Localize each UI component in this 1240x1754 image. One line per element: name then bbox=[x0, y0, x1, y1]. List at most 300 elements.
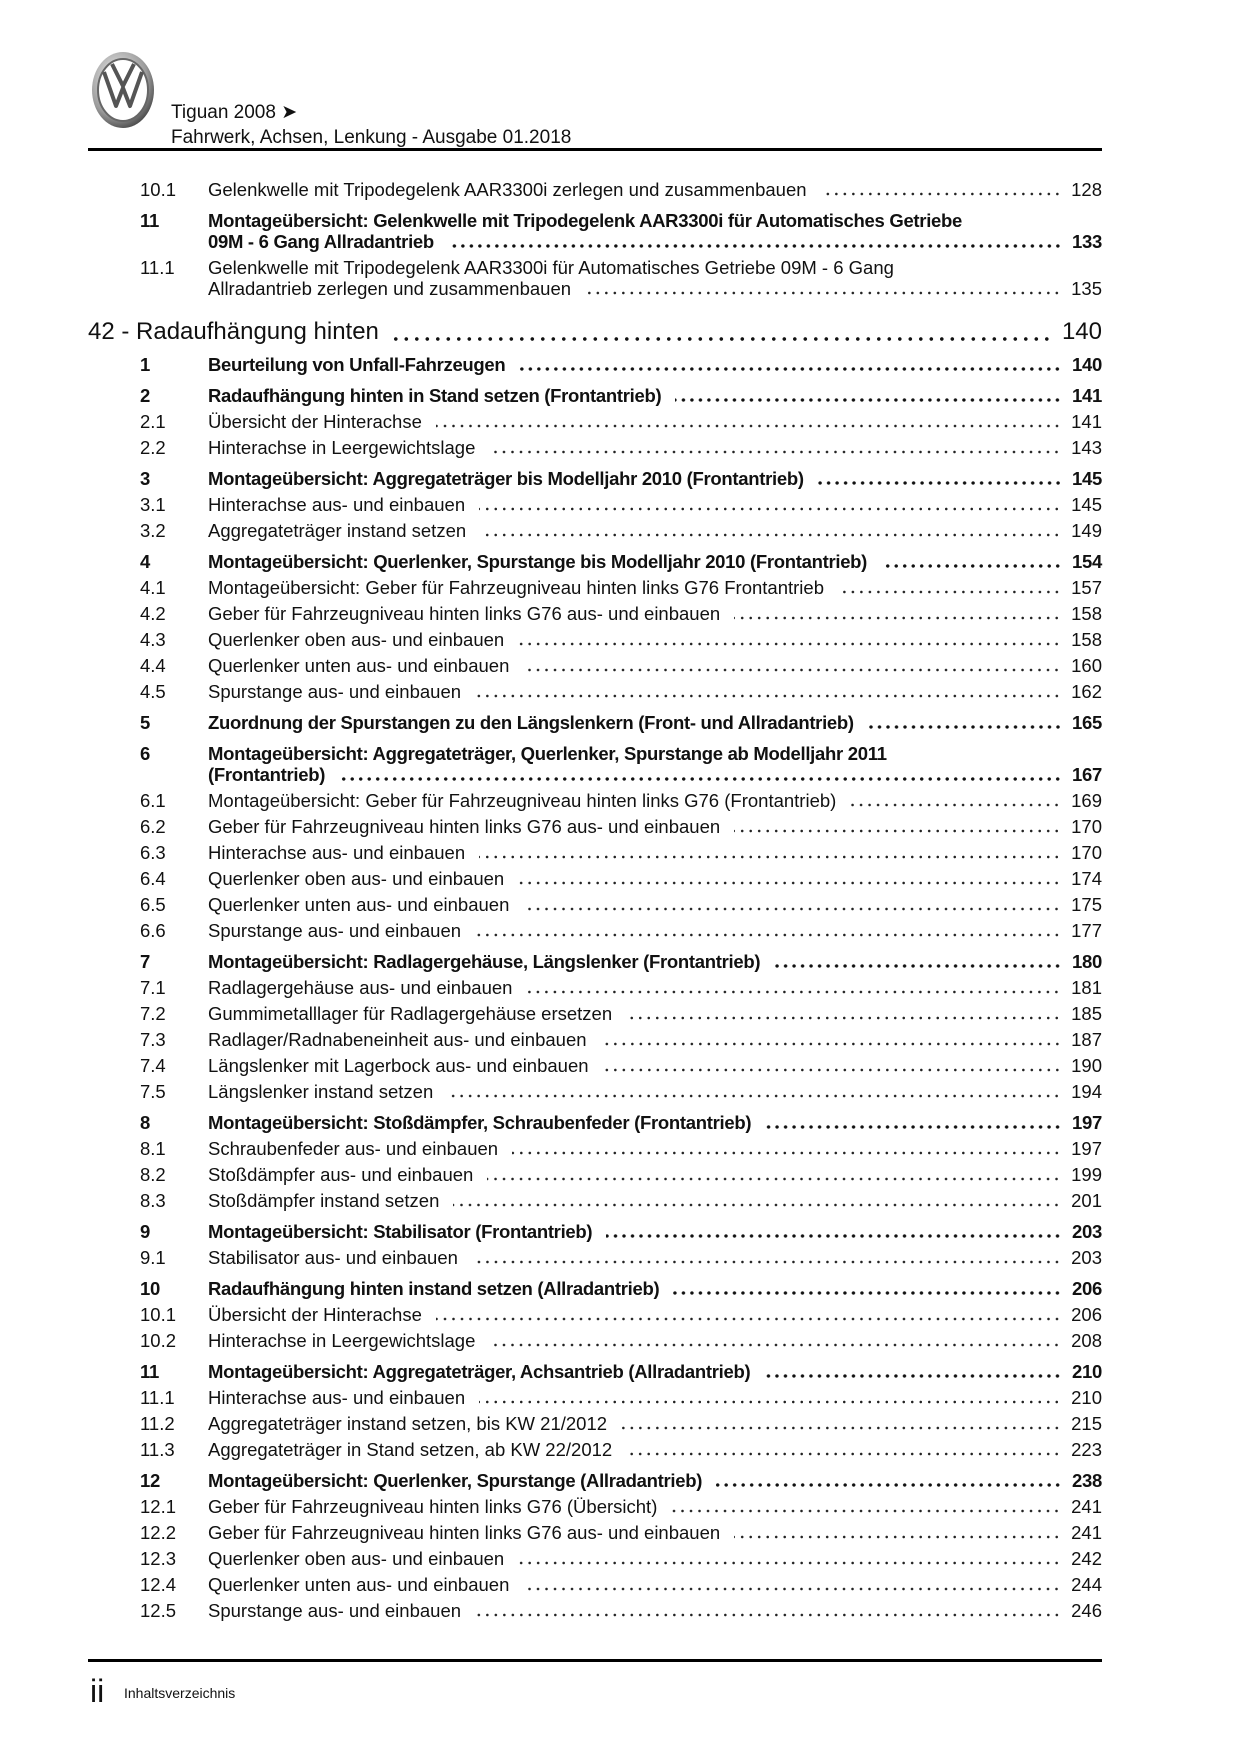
dot-leader bbox=[393, 331, 1052, 341]
dot-leader bbox=[734, 823, 1061, 833]
toc-entry-title[interactable]: Gelenkwelle mit Tripodegelenk AAR3300i zerlegen und zusammenbauen bbox=[208, 178, 807, 200]
toc-entry-body bbox=[208, 868, 1102, 889]
toc-entry-title[interactable]: Aggregateträger in Stand setzen, ab KW 22/2012 bbox=[208, 1438, 613, 1460]
toc-entry-body bbox=[208, 790, 1102, 811]
toc-entry-title[interactable]: Radlager/Radnabeneinheit aus- und einbauen bbox=[208, 1028, 587, 1050]
toc-entry[interactable] bbox=[88, 1161, 1102, 1187]
toc-entry-page[interactable]: 141 bbox=[1071, 410, 1102, 432]
toc-entry-line bbox=[208, 790, 1102, 811]
toc-entry-line bbox=[208, 1278, 1102, 1299]
dot-leader bbox=[518, 1555, 1061, 1565]
toc-entry-line bbox=[208, 1470, 1102, 1491]
toc-entry-line bbox=[208, 1164, 1102, 1185]
toc-entry[interactable] bbox=[88, 1078, 1102, 1104]
toc-entry-title[interactable]: Hinterachse aus- und einbauen bbox=[208, 493, 466, 515]
toc-entry-number: 6.2 bbox=[140, 815, 166, 837]
toc-entry-body bbox=[208, 920, 1102, 941]
toc-entry-title[interactable]: Montageübersicht: Geber für Fahrzeugniveau hinten links G76 (Frontantrieb) bbox=[208, 789, 837, 811]
toc-entry-title[interactable]: Radaufhängung hinten instand setzen (Allradantrieb) bbox=[208, 1277, 660, 1299]
toc-entry-page[interactable]: 141 bbox=[1072, 384, 1102, 406]
toc-entry[interactable] bbox=[88, 740, 1102, 787]
toc-entry-title[interactable]: Allradantrieb zerlegen und zusammenbauen bbox=[208, 277, 572, 299]
dot-leader bbox=[475, 1607, 1061, 1617]
document-title: Tiguan 2008 ➤ bbox=[171, 102, 298, 123]
toc-entry[interactable] bbox=[88, 1026, 1102, 1052]
toc-entry-title[interactable]: Hinterachse in Leergewichtslage bbox=[208, 1329, 476, 1351]
toc-entry-body bbox=[208, 743, 1102, 785]
toc-entry-page[interactable]: 162 bbox=[1071, 680, 1102, 702]
toc-entry-line bbox=[208, 551, 1102, 572]
toc-entry-body bbox=[208, 681, 1102, 702]
toc-entry-page[interactable]: 215 bbox=[1071, 1412, 1102, 1434]
dot-leader bbox=[447, 1088, 1061, 1098]
toc-entry[interactable] bbox=[88, 434, 1102, 460]
toc-entry-number: 7 bbox=[140, 950, 150, 972]
toc-entry-page[interactable]: 157 bbox=[1071, 576, 1102, 598]
toc-entry-number: 3.1 bbox=[140, 493, 166, 515]
toc-entry-title[interactable]: Montageübersicht: Querlenker, Spurstange bis Modelljahr 2010 (Frontantrieb) bbox=[208, 550, 868, 572]
toc-entry[interactable] bbox=[88, 207, 1102, 254]
toc-entry-page[interactable]: 187 bbox=[1071, 1028, 1102, 1050]
toc-entry[interactable] bbox=[88, 813, 1102, 839]
toc-entry-body bbox=[208, 468, 1102, 489]
toc-entry-title[interactable]: Geber für Fahrzeugniveau hinten links G76 aus- und einbauen bbox=[208, 815, 721, 837]
dot-leader bbox=[472, 1254, 1061, 1264]
toc-entry-page[interactable]: 175 bbox=[1071, 893, 1102, 915]
toc-entry-title[interactable]: Schraubenfeder aus- und einbauen bbox=[208, 1137, 499, 1159]
toc-entry-line bbox=[208, 681, 1102, 702]
toc-entry[interactable] bbox=[88, 574, 1102, 600]
toc-entry-title[interactable]: Montageübersicht: Aggregateträger, Querlenker, Spurstange ab Modelljahr 2011 bbox=[208, 742, 887, 764]
toc-entry[interactable] bbox=[88, 1436, 1102, 1462]
toc-entry-page[interactable]: 242 bbox=[1071, 1547, 1102, 1569]
toc-entry-title[interactable]: Querlenker oben aus- und einbauen bbox=[208, 628, 505, 650]
toc-entry-page[interactable]: 203 bbox=[1071, 1246, 1102, 1268]
toc-entry-page[interactable]: 241 bbox=[1071, 1495, 1102, 1517]
toc-entry-number: 10.2 bbox=[140, 1329, 177, 1351]
dot-leader bbox=[475, 927, 1061, 937]
toc-entry[interactable] bbox=[88, 678, 1102, 704]
toc-entry-title[interactable]: Stoßdämpfer instand setzen bbox=[208, 1189, 440, 1211]
toc-entry-line bbox=[208, 1003, 1102, 1024]
toc-entry-title[interactable]: Aggregateträger instand setzen bbox=[208, 519, 467, 541]
toc-entry-number: 4.4 bbox=[140, 654, 166, 676]
toc-entry[interactable] bbox=[88, 1493, 1102, 1519]
toc-entry-line bbox=[208, 1600, 1102, 1621]
toc-entry-page[interactable]: 181 bbox=[1071, 976, 1102, 998]
dot-leader bbox=[479, 849, 1061, 859]
toc-entry-page[interactable]: 190 bbox=[1071, 1054, 1102, 1076]
toc-entry[interactable] bbox=[88, 491, 1102, 517]
toc-entry[interactable] bbox=[88, 254, 1102, 301]
toc-entry[interactable] bbox=[88, 1384, 1102, 1410]
toc-entry-body bbox=[208, 1190, 1102, 1211]
toc-entry-line bbox=[208, 231, 1102, 252]
toc-entry[interactable] bbox=[88, 1571, 1102, 1597]
toc-entry-page[interactable]: 197 bbox=[1072, 1111, 1102, 1133]
toc-entry-body bbox=[208, 603, 1102, 624]
toc-entry-page[interactable]: 170 bbox=[1071, 815, 1102, 837]
toc-entry-line bbox=[208, 1496, 1102, 1517]
toc-entry-page[interactable]: 246 bbox=[1071, 1599, 1102, 1621]
toc-entry-number: 7.1 bbox=[140, 976, 166, 998]
toc-entry-line bbox=[208, 437, 1102, 458]
toc-entry-title[interactable]: Gummimetalllager für Radlagergehäuse ersetzen bbox=[208, 1002, 613, 1024]
toc-entry[interactable] bbox=[88, 974, 1102, 1000]
dot-leader bbox=[453, 1197, 1061, 1207]
toc-entry-page[interactable]: 128 bbox=[1071, 178, 1102, 200]
toc-entry-title[interactable]: Spurstange aus- und einbauen bbox=[208, 1599, 462, 1621]
dot-leader bbox=[523, 1581, 1061, 1591]
toc-entry-page[interactable]: 194 bbox=[1071, 1080, 1102, 1102]
toc-entry-line bbox=[208, 385, 1102, 406]
toc-entry-page[interactable]: 199 bbox=[1071, 1163, 1102, 1185]
footer-divider bbox=[88, 1659, 1102, 1662]
toc-entry-number: 9 bbox=[140, 1220, 150, 1242]
toc-entry[interactable] bbox=[88, 351, 1102, 377]
toc-entry-body bbox=[208, 1330, 1102, 1351]
toc-entry-title[interactable]: Querlenker oben aus- und einbauen bbox=[208, 867, 505, 889]
toc-entry-body bbox=[208, 385, 1102, 406]
dot-leader bbox=[479, 501, 1061, 511]
toc-entry[interactable] bbox=[88, 517, 1102, 543]
dot-leader bbox=[518, 636, 1061, 646]
toc-entry-body bbox=[208, 1413, 1102, 1434]
dot-leader bbox=[764, 1368, 1062, 1378]
toc-entry-body bbox=[208, 712, 1102, 733]
toc-entry-number: 8.2 bbox=[140, 1163, 166, 1185]
toc-entry[interactable] bbox=[88, 626, 1102, 652]
toc-entry-number: 7.5 bbox=[140, 1080, 166, 1102]
toc-entry-line bbox=[208, 1387, 1102, 1408]
toc-entry-number: 10.1 bbox=[140, 1303, 177, 1325]
vw-logo bbox=[90, 50, 156, 130]
toc-entry-line bbox=[208, 1029, 1102, 1050]
toc-entry-title[interactable]: Montageübersicht: Radlagergehäuse, Längslenker (Frontantrieb) bbox=[208, 950, 761, 972]
toc-entry-title[interactable]: Längslenker mit Lagerbock aus- und einbauen bbox=[208, 1054, 589, 1076]
toc-entry-number: 6.3 bbox=[140, 841, 166, 863]
toc-entry[interactable] bbox=[88, 1358, 1102, 1384]
toc-entry-page[interactable]: 210 bbox=[1071, 1386, 1102, 1408]
toc-entry-body bbox=[208, 1138, 1102, 1159]
toc-entry-title[interactable]: (Frontantrieb) bbox=[208, 763, 326, 785]
toc-entry[interactable] bbox=[88, 1519, 1102, 1545]
toc-entry[interactable] bbox=[88, 1052, 1102, 1078]
toc-entry-body bbox=[208, 210, 1102, 252]
toc-entry-title[interactable]: Stoßdämpfer aus- und einbauen bbox=[208, 1163, 474, 1185]
toc-entry-title[interactable]: Hinterachse aus- und einbauen bbox=[208, 1386, 466, 1408]
toc-entry-number: 2.2 bbox=[140, 436, 166, 458]
toc-entry-number: 12.4 bbox=[140, 1573, 177, 1595]
toc-entry-body bbox=[208, 1574, 1102, 1595]
toc-entry-title[interactable]: Radlagergehäuse aus- und einbauen bbox=[208, 976, 513, 998]
toc-entry-number: 12.3 bbox=[140, 1547, 177, 1569]
toc-entry-number: 8.1 bbox=[140, 1137, 166, 1159]
toc-entry-page[interactable]: 208 bbox=[1071, 1329, 1102, 1351]
toc-entry-line bbox=[208, 1361, 1102, 1382]
toc-entry-body bbox=[208, 354, 1102, 375]
toc-entry[interactable] bbox=[88, 382, 1102, 408]
toc-entry-title[interactable]: Stabilisator aus- und einbauen bbox=[208, 1246, 458, 1268]
toc-entry-number: 4.1 bbox=[140, 576, 166, 598]
toc-entry-body bbox=[208, 951, 1102, 972]
toc-entry[interactable] bbox=[88, 1327, 1102, 1353]
toc-entry-number: 2.1 bbox=[140, 410, 166, 432]
toc-entry-title[interactable]: 09M - 6 Gang Allradantrieb bbox=[208, 230, 434, 252]
toc-entry-page[interactable]: 177 bbox=[1071, 919, 1102, 941]
toc-entry-title[interactable]: Hinterachse aus- und einbauen bbox=[208, 841, 466, 863]
toc-entry-line bbox=[208, 894, 1102, 915]
toc-entry-line bbox=[208, 179, 1102, 200]
toc-entry[interactable] bbox=[88, 787, 1102, 813]
toc-entry-title[interactable]: Aggregateträger instand setzen, bis KW 21/2012 bbox=[208, 1412, 608, 1434]
toc-entry[interactable] bbox=[88, 917, 1102, 943]
toc-entry[interactable] bbox=[88, 891, 1102, 917]
toc-entry-page[interactable]: 135 bbox=[1071, 277, 1102, 299]
toc-entry-number: 8.3 bbox=[140, 1189, 166, 1211]
toc-entry-title[interactable]: Längslenker instand setzen bbox=[208, 1080, 434, 1102]
toc-entry-title[interactable]: Querlenker unten aus- und einbauen bbox=[208, 1573, 510, 1595]
dot-leader bbox=[475, 688, 1061, 698]
toc-entry-body bbox=[208, 1548, 1102, 1569]
toc-entry-page[interactable]: 197 bbox=[1071, 1137, 1102, 1159]
toc-entry-line bbox=[208, 920, 1102, 941]
toc-entry-number: 4.5 bbox=[140, 680, 166, 702]
toc-entry-body bbox=[208, 1055, 1102, 1076]
toc-entry-number: 7.4 bbox=[140, 1054, 166, 1076]
toc-entry-title[interactable]: Übersicht der Hinterachse bbox=[208, 1303, 422, 1325]
dot-leader bbox=[526, 984, 1061, 994]
toc-entry-title[interactable]: Geber für Fahrzeugniveau hinten links G76 (Übersicht) bbox=[208, 1495, 658, 1517]
toc-entry-line bbox=[208, 764, 1102, 785]
toc-entry-title[interactable]: Montageübersicht: Aggregateträger bis Modelljahr 2010 (Frontantrieb) bbox=[208, 467, 804, 489]
toc-entry-page[interactable]: 206 bbox=[1071, 1303, 1102, 1325]
toc-entry[interactable] bbox=[88, 176, 1102, 202]
toc-entry[interactable] bbox=[88, 1244, 1102, 1270]
toc-entry[interactable] bbox=[88, 652, 1102, 678]
toc-entry-line bbox=[208, 210, 1102, 231]
toc-entry-title[interactable]: Montageübersicht: Aggregateträger, Achsantrieb (Allradantrieb) bbox=[208, 1360, 751, 1382]
toc-entry-body bbox=[208, 977, 1102, 998]
toc-entry-line bbox=[208, 257, 1102, 278]
toc-entry[interactable] bbox=[88, 1000, 1102, 1026]
toc-entry-line bbox=[208, 1190, 1102, 1211]
dot-leader bbox=[716, 1477, 1062, 1487]
toc-entry[interactable] bbox=[88, 465, 1102, 491]
toc-entry-page[interactable]: 170 bbox=[1071, 841, 1102, 863]
dot-leader bbox=[489, 1337, 1061, 1347]
toc-entry-title[interactable]: Spurstange aus- und einbauen bbox=[208, 680, 462, 702]
toc-entry[interactable] bbox=[88, 1301, 1102, 1327]
dot-leader bbox=[480, 527, 1061, 537]
toc-entry-page[interactable]: 180 bbox=[1072, 950, 1102, 972]
toc-entry-line bbox=[208, 1330, 1102, 1351]
toc-entry-number: 11.1 bbox=[140, 1386, 175, 1408]
toc-entry-page[interactable]: 206 bbox=[1072, 1277, 1102, 1299]
toc-entry-line bbox=[208, 520, 1102, 541]
toc-entry-title[interactable]: Querlenker unten aus- und einbauen bbox=[208, 893, 510, 915]
toc-entry-page[interactable]: 165 bbox=[1072, 711, 1102, 733]
toc-entry-page[interactable]: 143 bbox=[1071, 436, 1102, 458]
toc-entry-number: 4 bbox=[140, 550, 150, 572]
dot-leader bbox=[487, 1171, 1061, 1181]
toc-entry-title[interactable]: Radaufhängung hinten in Stand setzen (Frontantrieb) bbox=[208, 384, 662, 406]
toc-entry-title[interactable]: Geber für Fahrzeugniveau hinten links G76 aus- und einbauen bbox=[208, 1521, 721, 1543]
toc-entry-title[interactable]: Montageübersicht: Geber für Fahrzeugniveau hinten links G76 Frontantrieb bbox=[208, 576, 824, 598]
header-divider bbox=[88, 148, 1102, 151]
toc-entry-body bbox=[208, 1278, 1102, 1299]
toc-entry[interactable] bbox=[88, 1467, 1102, 1493]
toc-entry-number: 12.1 bbox=[140, 1495, 177, 1517]
toc-entry-page[interactable]: 158 bbox=[1071, 602, 1102, 624]
toc-entry-number: 6 bbox=[140, 742, 150, 764]
toc-entry-body bbox=[208, 1496, 1102, 1517]
toc-entry-title[interactable]: Querlenker oben aus- und einbauen bbox=[208, 1547, 505, 1569]
toc-entry-line bbox=[208, 629, 1102, 650]
dot-leader bbox=[868, 719, 1062, 729]
toc-entry[interactable] bbox=[88, 548, 1102, 574]
toc-entry-page[interactable]: 160 bbox=[1071, 654, 1102, 676]
dot-leader bbox=[448, 238, 1062, 248]
toc-entry[interactable] bbox=[88, 1275, 1102, 1301]
toc-entry-body bbox=[208, 655, 1102, 676]
dot-leader bbox=[881, 558, 1062, 568]
toc-entry[interactable] bbox=[88, 709, 1102, 735]
toc-entry-page[interactable]: 185 bbox=[1071, 1002, 1102, 1024]
dot-leader bbox=[436, 1311, 1061, 1321]
dot-leader bbox=[603, 1062, 1062, 1072]
toc-entry-page[interactable]: 201 bbox=[1071, 1189, 1102, 1211]
toc-entry-page[interactable]: 223 bbox=[1071, 1438, 1102, 1460]
toc-entry-title[interactable]: Spurstange aus- und einbauen bbox=[208, 919, 462, 941]
toc-entry[interactable] bbox=[88, 1545, 1102, 1571]
toc-entry-number: 5 bbox=[140, 711, 150, 733]
toc-entry-title[interactable]: Montageübersicht: Stoßdämpfer, Schraubenfeder (Frontantrieb) bbox=[208, 1111, 752, 1133]
toc-entry-line bbox=[208, 977, 1102, 998]
toc-entry-body bbox=[208, 1247, 1102, 1268]
toc-entry-title[interactable]: Montageübersicht: Stabilisator (Frontantrieb) bbox=[208, 1220, 593, 1242]
toc-entry[interactable] bbox=[88, 1218, 1102, 1244]
toc-entry-number: 1 bbox=[140, 353, 150, 375]
toc-entry-body bbox=[208, 894, 1102, 915]
toc-entry-body bbox=[208, 551, 1102, 572]
toc-entry[interactable] bbox=[88, 1109, 1102, 1135]
toc-entry-page[interactable]: 167 bbox=[1072, 763, 1102, 785]
toc-entry[interactable] bbox=[88, 839, 1102, 865]
page-number: ii bbox=[90, 1673, 105, 1709]
toc-entry[interactable] bbox=[88, 1597, 1102, 1623]
toc-entry-number: 12.5 bbox=[140, 1599, 177, 1621]
dot-leader bbox=[523, 901, 1061, 911]
toc-entry-page[interactable]: 238 bbox=[1072, 1469, 1102, 1491]
toc-entry-body bbox=[208, 1361, 1102, 1382]
toc-entry-body bbox=[208, 1304, 1102, 1325]
toc-entry-title[interactable]: Beurteilung von Unfall-Fahrzeugen bbox=[208, 353, 506, 375]
toc-entry-body bbox=[208, 179, 1102, 200]
toc-entry-page[interactable]: 149 bbox=[1071, 519, 1102, 541]
toc-entry[interactable] bbox=[88, 948, 1102, 974]
toc-entry-line bbox=[208, 494, 1102, 515]
toc-entry-body bbox=[208, 1387, 1102, 1408]
toc-entry-page[interactable]: 169 bbox=[1071, 789, 1102, 811]
dot-leader bbox=[601, 1036, 1062, 1046]
toc-entry-number: 6.6 bbox=[140, 919, 166, 941]
toc-entry-title[interactable]: Zuordnung der Spurstangen zu den Längslenkern (Front- und Allradantrieb) bbox=[208, 711, 854, 733]
toc-entry[interactable] bbox=[88, 408, 1102, 434]
toc-entry-line bbox=[208, 1574, 1102, 1595]
section-page[interactable]: 140 bbox=[1061, 318, 1102, 345]
toc-entry-number: 3 bbox=[140, 467, 150, 489]
dot-leader bbox=[774, 958, 1062, 968]
toc-entry-title[interactable]: Geber für Fahrzeugniveau hinten links G76 aus- und einbauen bbox=[208, 602, 721, 624]
toc-entry[interactable] bbox=[88, 600, 1102, 626]
toc-entry-body bbox=[208, 1112, 1102, 1133]
toc-entry-page[interactable]: 133 bbox=[1072, 230, 1102, 252]
toc-entry-number: 11 bbox=[140, 1360, 159, 1382]
toc-entry-page[interactable]: 145 bbox=[1071, 493, 1102, 515]
toc-entry-page[interactable]: 210 bbox=[1072, 1360, 1102, 1382]
toc-entry[interactable] bbox=[88, 1410, 1102, 1436]
toc-entry-page[interactable]: 203 bbox=[1072, 1220, 1102, 1242]
toc-entry-title[interactable]: Montageübersicht: Gelenkwelle mit Tripodegelenk AAR3300i für Automatisches Getriebe bbox=[208, 209, 963, 231]
toc-entry[interactable] bbox=[88, 1187, 1102, 1213]
toc-entry-page[interactable]: 244 bbox=[1071, 1573, 1102, 1595]
toc-entry-page[interactable]: 174 bbox=[1071, 867, 1102, 889]
toc-entry-title[interactable]: Hinterachse in Leergewichtslage bbox=[208, 436, 476, 458]
toc-entry-number: 6.5 bbox=[140, 893, 166, 915]
section-title[interactable]: 42 - Radaufhängung hinten bbox=[88, 318, 379, 345]
toc-entry-line bbox=[208, 468, 1102, 489]
document-subtitle: Fahrwerk, Achsen, Lenkung - Ausgabe 01.2018 bbox=[171, 127, 572, 148]
toc-entry-title[interactable]: Querlenker unten aus- und einbauen bbox=[208, 654, 510, 676]
toc-entry-number: 11.2 bbox=[140, 1412, 175, 1434]
toc-entry-title[interactable]: Montageübersicht: Querlenker, Spurstange (Allradantrieb) bbox=[208, 1469, 703, 1491]
toc-entry-line bbox=[208, 1081, 1102, 1102]
toc-entry-body bbox=[208, 411, 1102, 432]
dot-leader bbox=[339, 771, 1062, 781]
toc-entry-number: 2 bbox=[140, 384, 150, 406]
toc-entry-line bbox=[208, 1413, 1102, 1434]
toc-entry-number: 4.3 bbox=[140, 628, 166, 650]
toc-entry-body bbox=[208, 1081, 1102, 1102]
toc-entry-body bbox=[208, 257, 1102, 299]
toc-entry-line bbox=[208, 1548, 1102, 1569]
toc-entry-page[interactable]: 140 bbox=[1072, 353, 1102, 375]
toc-entry-title[interactable]: Übersicht der Hinterachse bbox=[208, 410, 422, 432]
dot-leader bbox=[518, 875, 1061, 885]
toc-entry-body bbox=[208, 1439, 1102, 1460]
toc-entry-body bbox=[208, 1522, 1102, 1543]
toc-entry-body bbox=[208, 1164, 1102, 1185]
section-heading[interactable] bbox=[88, 318, 1102, 346]
toc-entry-page[interactable]: 154 bbox=[1072, 550, 1102, 572]
toc-entry-line bbox=[208, 577, 1102, 598]
toc-entry-page[interactable]: 241 bbox=[1071, 1521, 1102, 1543]
toc-entry-number: 9.1 bbox=[140, 1246, 166, 1268]
toc-entry-number: 10.1 bbox=[140, 178, 177, 200]
toc-entry-page[interactable]: 158 bbox=[1071, 628, 1102, 650]
toc-entry-line bbox=[208, 354, 1102, 375]
dot-leader bbox=[512, 1145, 1061, 1155]
toc-entry-number: 12.2 bbox=[140, 1521, 177, 1543]
toc-entry-title[interactable]: Gelenkwelle mit Tripodegelenk AAR3300i für Automatisches Getriebe 09M - 6 Gang bbox=[208, 256, 894, 278]
toc-entry[interactable] bbox=[88, 865, 1102, 891]
toc-entry-line bbox=[208, 1439, 1102, 1460]
toc-entry-line bbox=[208, 1138, 1102, 1159]
toc-entry-page[interactable]: 145 bbox=[1072, 467, 1102, 489]
toc-entry[interactable] bbox=[88, 1135, 1102, 1161]
toc-entry-number: 8 bbox=[140, 1111, 150, 1133]
